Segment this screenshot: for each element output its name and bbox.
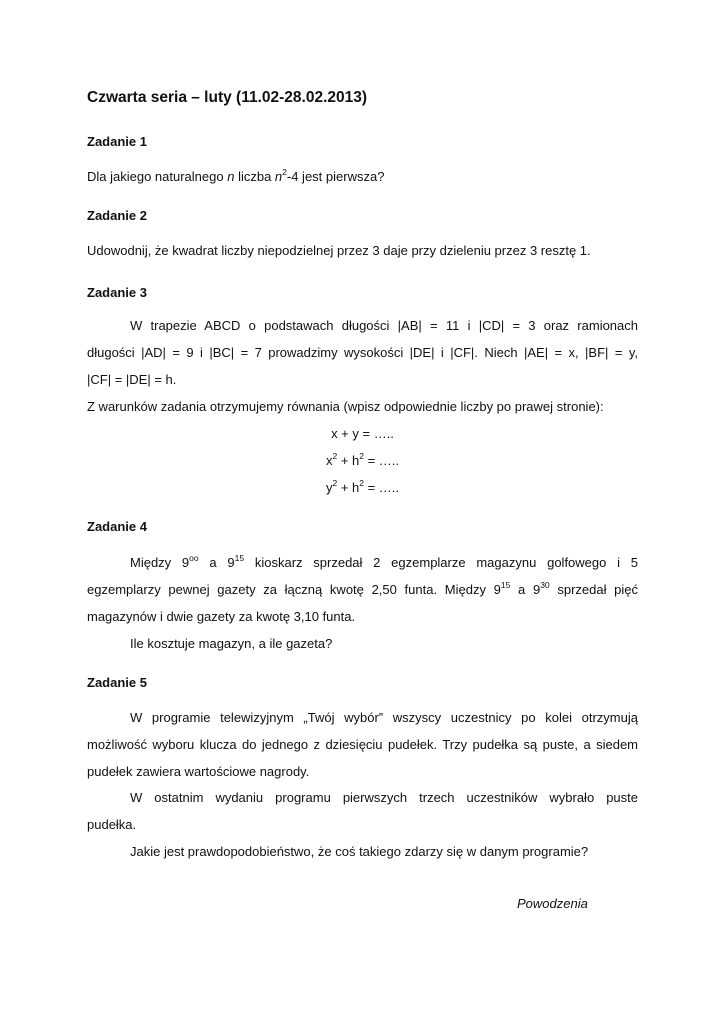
task-1-text-part: -4 jest pierwsza? (286, 169, 385, 184)
task-1-text-part: liczba (234, 169, 275, 184)
task-1-variable: n (274, 169, 283, 184)
task-3-line: Z warunków zadania otrzymujemy równania (wpisz odpowiednie liczby po prawej stronie): (87, 399, 604, 414)
equation-3-exponent: 2 (332, 478, 338, 488)
task-1-text (87, 167, 385, 184)
equation-2-part: x (325, 453, 333, 468)
equation-3-exponent: 2 (359, 478, 364, 488)
task-5-heading: Zadanie 5 (87, 675, 147, 690)
page-title: Czwarta seria – luty (11.02-28.02.2013) (87, 89, 368, 106)
equation-2 (0, 451, 725, 468)
task-4-line (87, 580, 639, 597)
task-1-variable: n (227, 169, 235, 184)
task-4-line: magazynów i dwie gazety za kwotę 3,10 funta. (87, 609, 356, 624)
task-1-text-part: Dla jakiego naturalnego (87, 169, 228, 184)
task-4-time-superscript: 15 (500, 580, 511, 590)
task-4-text-part: sprzedał pięć (549, 582, 639, 597)
task-3-line: W trapezie ABCD o podstawach długości |AB| = 11 i |CD| = 3 oraz ramionach (130, 318, 638, 333)
task-4-text-part: Między 9 (130, 555, 190, 570)
task-4-text-part: egzemplarzy pewnej gazety za łączną kwotę 2,50 funta. Między 9 (87, 582, 501, 597)
task-5-line: pudełek zawiera wartościowe nagrody. (87, 764, 310, 779)
task-1-heading: Zadanie 1 (87, 134, 147, 149)
task-2-heading: Zadanie 2 (87, 208, 147, 223)
task-5-question: Jakie jest prawdopodobieństwo, że coś takiego zdarzy się w danym programie? (130, 844, 589, 859)
task-3-line: długości |AD| = 9 i |BC| = 7 prowadzimy wysokości |DE| i |CF|. Niech |AE| = x, |BF| = y, (87, 345, 638, 360)
task-5-line: W programie telewizyjnym „Twój wybór” wszyscy uczestnicy po kolei otrzymują (130, 710, 638, 725)
equation-3-part: = ….. (363, 480, 400, 495)
task-4-text-part: a 9 (510, 582, 541, 597)
task-5-line: W ostatnim wydaniu programu pierwszych trzech uczestników wybrało puste (130, 790, 638, 805)
task-2-text: Udowodnij, że kwadrat liczby niepodzielnej przez 3 daje przy dzieleniu przez 3 resztę 1. (87, 243, 591, 258)
signature: Powodzenia (517, 896, 588, 911)
equation-3-part: y (325, 480, 333, 495)
task-4-question: Ile kosztuje magazyn, a ile gazeta? (130, 636, 333, 651)
task-4-time-superscript: oo (189, 553, 199, 563)
task-1-exponent: 2 (282, 167, 287, 177)
equation-3-part: + h (337, 480, 360, 495)
task-4-line (130, 553, 638, 570)
task-4-time-superscript: 30 (540, 580, 550, 590)
task-3-line: |CF| = |DE| = h. (87, 372, 177, 387)
task-5-line: możliwość wyboru klucza do jednego z dziesięciu pudełek. Trzy pudełka są puste, a siedem (87, 737, 638, 752)
equation-1: x + y = ….. (331, 426, 394, 441)
equation-2-part: = ….. (363, 453, 400, 468)
task-3-heading: Zadanie 3 (87, 285, 147, 300)
task-4-time-superscript: 15 (234, 553, 245, 563)
equation-2-exponent: 2 (332, 451, 338, 461)
equation-3 (0, 478, 725, 495)
task-4-text-part: a 9 (198, 555, 235, 570)
task-4-text-part: kioskarz sprzedał 2 egzemplarze magazynu golfowego i 5 (244, 555, 638, 570)
equation-2-part: + h (337, 453, 360, 468)
task-5-line: pudełka. (87, 817, 137, 832)
equation-2-exponent: 2 (359, 451, 364, 461)
task-4-heading: Zadanie 4 (87, 519, 147, 534)
